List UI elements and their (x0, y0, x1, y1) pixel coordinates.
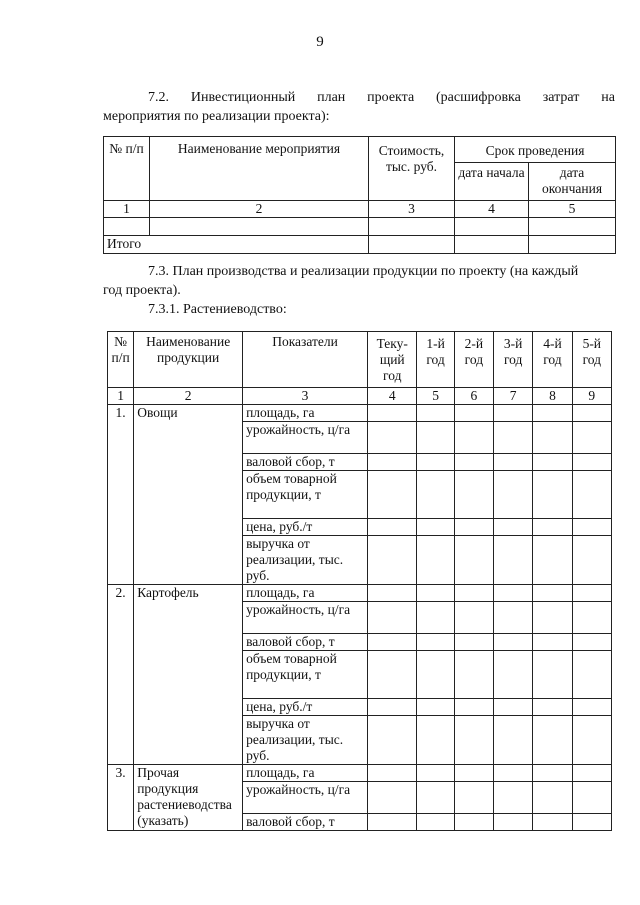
t2-colnum: 6 (454, 388, 493, 405)
value-cell (533, 519, 572, 536)
value-cell (494, 471, 533, 519)
value-cell (533, 814, 572, 831)
value-cell (454, 716, 493, 765)
value-cell (454, 765, 493, 782)
t2-header-y4: 4-й год (533, 332, 572, 388)
value-cell (494, 634, 533, 651)
t2-colnum: 4 (368, 388, 417, 405)
indicator-label: объем товарной продукции, т (243, 651, 368, 699)
value-cell (533, 765, 572, 782)
value-cell (454, 585, 493, 602)
value-cell (572, 765, 611, 782)
value-cell (417, 602, 454, 634)
t2-header-product: Наименование продукции (134, 332, 243, 388)
value-cell (454, 519, 493, 536)
value-cell (417, 454, 454, 471)
value-cell (368, 651, 417, 699)
value-cell (417, 405, 454, 422)
section-731-title: 7.3.1. Растениеводство: (148, 302, 287, 317)
t2-colnum: 9 (572, 388, 611, 405)
page-number: 9 (316, 34, 324, 50)
product-name: Прочая продукция растениеводства (указать) (134, 765, 243, 831)
value-cell (417, 814, 454, 831)
s72-word: Инвестиционный (190, 90, 296, 105)
indicator-label: урожайность, ц/га (243, 782, 368, 814)
value-cell (494, 602, 533, 634)
section-73-line2: год проекта). (103, 283, 181, 298)
t1-header-name: Наименование мероприятия (150, 137, 369, 201)
indicator-label: урожайность, ц/га (243, 422, 368, 454)
value-cell (533, 536, 572, 585)
s72-word: 7.2. (148, 90, 169, 105)
t1-header-start: дата начала (455, 163, 529, 201)
value-cell (533, 651, 572, 699)
value-cell (572, 782, 611, 814)
section-73-line1: 7.3. План производства и реализации продукции по проекту (на каждый (148, 264, 579, 279)
value-cell (572, 651, 611, 699)
value-cell (494, 585, 533, 602)
indicator-label: валовой сбор, т (243, 814, 368, 831)
t2-colnum: 2 (134, 388, 243, 405)
value-cell (368, 519, 417, 536)
value-cell (533, 585, 572, 602)
value-cell (533, 634, 572, 651)
value-cell (368, 716, 417, 765)
indicator-label: объем товарной продукции, т (243, 471, 368, 519)
value-cell (454, 634, 493, 651)
s72-word: план (317, 90, 346, 105)
value-cell (533, 716, 572, 765)
value-cell (417, 519, 454, 536)
s72-word: проекта (367, 90, 415, 105)
t1-total-row (104, 236, 616, 254)
value-cell (368, 422, 417, 454)
value-cell (533, 454, 572, 471)
value-cell (417, 765, 454, 782)
value-cell (368, 782, 417, 814)
value-cell (368, 405, 417, 422)
value-cell (417, 699, 454, 716)
t2-colnum: 5 (417, 388, 454, 405)
value-cell (572, 454, 611, 471)
t1-header-end: дата окончания (529, 163, 616, 201)
value-cell (494, 716, 533, 765)
value-cell (368, 471, 417, 519)
value-cell (572, 699, 611, 716)
value-cell (494, 536, 533, 585)
t1-header-cost: Стоимость, тыс. руб. (369, 137, 455, 201)
t1-colnum: 1 (104, 201, 150, 218)
indicator-label: площадь, га (243, 405, 368, 422)
t2-colnum: 1 (108, 388, 134, 405)
product-number: 3. (108, 765, 134, 831)
value-cell (454, 814, 493, 831)
value-cell (368, 765, 417, 782)
investment-plan-table (103, 136, 616, 254)
t2-colnum: 7 (494, 388, 533, 405)
indicator-label: площадь, га (243, 765, 368, 782)
t1-header-term: Срок проведения (455, 137, 616, 163)
value-cell (533, 405, 572, 422)
value-cell (454, 536, 493, 585)
value-cell (572, 471, 611, 519)
t2-colnum: 3 (243, 388, 368, 405)
value-cell (494, 699, 533, 716)
t2-header-y2: 2-й год (454, 332, 493, 388)
value-cell (454, 471, 493, 519)
table-row (108, 765, 612, 782)
t2-header-y5: 5-й год (572, 332, 611, 388)
value-cell (454, 602, 493, 634)
value-cell (494, 405, 533, 422)
value-cell (533, 782, 572, 814)
t2-header-y1: 1-й год (417, 332, 454, 388)
value-cell (454, 782, 493, 814)
value-cell (417, 782, 454, 814)
value-cell (417, 651, 454, 699)
s72-word: затрат (542, 90, 580, 105)
t1-colnum: 3 (369, 201, 455, 218)
value-cell (533, 602, 572, 634)
value-cell (454, 454, 493, 471)
t1-colnum: 5 (529, 201, 616, 218)
t1-colnum: 4 (455, 201, 529, 218)
table-row (108, 405, 612, 422)
t1-header-num: № п/п (104, 137, 150, 201)
indicator-label: площадь, га (243, 585, 368, 602)
s72-word: (расшифровка (436, 90, 521, 105)
indicator-label: выручка от реализации, тыс. руб. (243, 716, 368, 765)
value-cell (417, 471, 454, 519)
value-cell (494, 519, 533, 536)
value-cell (494, 814, 533, 831)
value-cell (454, 699, 493, 716)
value-cell (572, 602, 611, 634)
indicator-label: урожайность, ц/га (243, 602, 368, 634)
t1-total-label: Итого (104, 236, 369, 254)
indicator-label: валовой сбор, т (243, 634, 368, 651)
product-name: Овощи (134, 405, 243, 585)
value-cell (572, 405, 611, 422)
section-72-line1 (148, 88, 615, 107)
value-cell (368, 585, 417, 602)
value-cell (494, 765, 533, 782)
value-cell (368, 699, 417, 716)
value-cell (494, 422, 533, 454)
value-cell (572, 634, 611, 651)
value-cell (417, 716, 454, 765)
value-cell (368, 814, 417, 831)
value-cell (533, 422, 572, 454)
value-cell (417, 634, 454, 651)
value-cell (454, 651, 493, 699)
crop-production-table (107, 331, 612, 831)
t2-header-current: Теку-щий год (368, 332, 417, 388)
value-cell (572, 519, 611, 536)
value-cell (494, 454, 533, 471)
value-cell (533, 699, 572, 716)
t2-body (108, 405, 612, 831)
value-cell (572, 814, 611, 831)
value-cell (417, 585, 454, 602)
value-cell (572, 536, 611, 585)
value-cell (368, 634, 417, 651)
t2-header-num: № п/п (108, 332, 134, 388)
value-cell (572, 585, 611, 602)
t2-colnum: 8 (533, 388, 572, 405)
product-number: 2. (108, 585, 134, 765)
value-cell (494, 782, 533, 814)
value-cell (454, 422, 493, 454)
product-name: Картофель (134, 585, 243, 765)
table-row (108, 585, 612, 602)
indicator-label: цена, руб./т (243, 699, 368, 716)
section-72-line2: мероприятия по реализации проекта): (103, 109, 330, 124)
t1-colnum: 2 (150, 201, 369, 218)
value-cell (454, 405, 493, 422)
value-cell (368, 536, 417, 585)
indicator-label: валовой сбор, т (243, 454, 368, 471)
value-cell (417, 422, 454, 454)
t1-empty-row (104, 218, 616, 236)
s72-word: на (601, 90, 615, 105)
product-number: 1. (108, 405, 134, 585)
value-cell (572, 716, 611, 765)
indicator-label: выручка от реализации, тыс. руб. (243, 536, 368, 585)
value-cell (533, 471, 572, 519)
value-cell (417, 536, 454, 585)
value-cell (494, 651, 533, 699)
indicator-label: цена, руб./т (243, 519, 368, 536)
t2-header-indicators: Показатели (243, 332, 368, 388)
t2-header-y3: 3-й год (494, 332, 533, 388)
value-cell (572, 422, 611, 454)
value-cell (368, 454, 417, 471)
value-cell (368, 602, 417, 634)
